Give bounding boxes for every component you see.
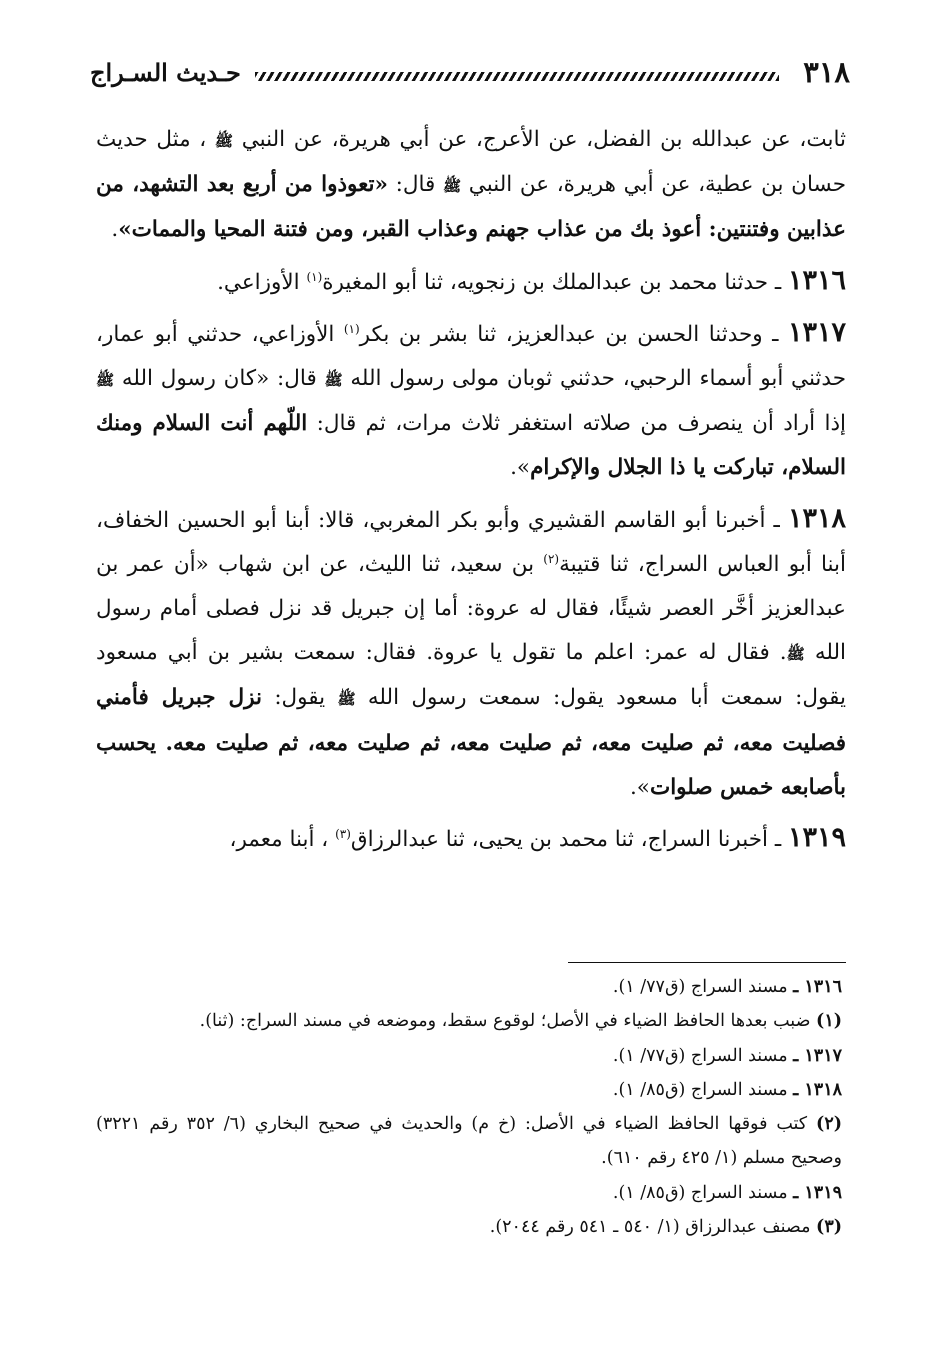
main-text [96, 118, 846, 868]
salla-ligature-icon: ﷺ [96, 371, 115, 390]
footnote [96, 1107, 842, 1176]
footnote-text: مسند السراج (ق٧٧/ ١). [612, 1045, 788, 1066]
footnote-text: مسند السراج (ق٨٥/ ١). [612, 1182, 788, 1203]
footnote-marker: (١) [306, 269, 323, 284]
hadith-text: نزل جبريل فأمني فصليت معه، ثم صليت معه، ثم صليت معه، ثم صليت معه، ثم صليت معه. يحسب بأصابعه خمس صلوات [96, 685, 846, 800]
text-run: . [111, 217, 119, 243]
footnote-marker: (١) [343, 321, 360, 336]
salla-ligature-icon: ﷺ [214, 132, 234, 150]
footnote-text: ضبب بعدها الحافظ الضياء في الأصل؛ لوقوع سقط، وموضعه في مسند السراج: (ثنا). [199, 1011, 811, 1032]
footnote-text: كتب فوقها الحافظ الضياء في الأصل: (خ م) والحديث في صحيح البخاري (٦/ ٣٥٢ رقم ٣٢٢١) وصحيح مسلم (١/ ٤٢٥ رقم ٦١٠). [96, 1114, 842, 1169]
hadith-text: «تعوذوا من أربع بعد التشهد، من عذابين وفتنتين: أعوذ بك من عذاب جهنم وعذاب القبر، ومن فتنة المحيا والممات» [96, 172, 846, 243]
text-run: ». [510, 455, 531, 481]
text-run: ». [629, 774, 650, 800]
text-run: ثابت، عن عبدالله بن الفضل، عن الأعرج، عن أبي هريرة، عن النبي [241, 127, 846, 152]
hadith-1318 [96, 497, 846, 810]
text-run: قال: [395, 172, 436, 198]
hadith-number: ١٣١٧ [787, 316, 846, 348]
text-run: ـ وحدثنا الحسن بن عبدالعزيز، ثنا بشر بن بكر [359, 321, 779, 347]
salla-ligature-icon: ﷺ [443, 177, 462, 196]
text-run: ـ أخبرنا أبو القاسم القشيري وأبو بكر المغربي، قالا: أبنا أبو الحسين الخفاف، أبنا أبو العباس السراج، ثنا قتيبة [96, 507, 846, 577]
salla-ligature-icon: ﷺ [786, 645, 805, 664]
text-run: قال: «كان رسول الله [121, 366, 317, 392]
salla-ligature-icon: ﷺ [324, 371, 343, 390]
hadith-number: ١٣١٦ [787, 264, 846, 296]
hadith-number: ١٣١٩ [787, 822, 846, 854]
page-header [90, 52, 850, 92]
text-run: يقول: [274, 685, 326, 711]
footnote-label: (٢) [816, 1114, 842, 1135]
text-run: ، أبنا معمر، [229, 827, 329, 853]
footnote-label: ١٣١٨ ـ [793, 1079, 842, 1100]
footnote-label: ١٣١٩ ـ [793, 1182, 842, 1203]
footnote-label: ١٣١٦ ـ [793, 977, 842, 997]
hadith-1316 [96, 259, 846, 305]
footnote [96, 970, 842, 1004]
footnote-text: مصنف عبدالرزاق (١/ ٥٤٠ ـ ٥٤١ رقم ٢٠٤٤). [489, 1217, 811, 1238]
footnote-marker: (٢) [543, 551, 560, 566]
footnote [96, 1073, 842, 1107]
hadith-text: اللّهم أنت السلام ومنك السلام، تباركت يا ذا الجلال والإكرام [96, 411, 846, 481]
hadith-number: ١٣١٨ [787, 502, 846, 534]
hadith-1317 [96, 311, 846, 491]
page-number: ٣١٨ [803, 55, 850, 89]
salla-ligature-icon: ﷺ [337, 690, 356, 709]
footnote [96, 1039, 842, 1073]
text-run: إذا أراد أن ينصرف من صلاته استغفر ثلاث مرات، ثم قال: [316, 411, 846, 437]
footnote [96, 1210, 842, 1244]
text-run: بن سعيد، ثنا الليث، عن ابن شهاب «أن عمر بن عبدالعزيز أخَّر العصر شيئًا، فقال له عروة: أما إن جبريل قد نزل فصلى أمام رسول الله [96, 551, 846, 666]
text-run: الأوزاعي، حدثني أبو عمار، حدثني أبو أسماء الرحبي، حدثني ثوبان مولى رسول الله [96, 321, 846, 392]
running-title: حـديث السـراج [90, 57, 241, 87]
footnote-label: (٣) [816, 1217, 842, 1238]
footnote-text: مسند السراج (ق٧٧/ ١). [612, 977, 788, 997]
text-run: ـ أخبرنا السراج، ثنا محمد بن يحيى، ثنا عبدالرزاق [350, 827, 782, 853]
hadith-1319 [96, 816, 846, 862]
footnote-marker: (٣) [335, 826, 351, 841]
text-run: . فقال له عمر: اعلم ما تقول يا عروة. فقال: سمعت بشير بن أبي مسعود يقول: سمعت أبا مسعود يقول: سمعت رسول الله [96, 640, 846, 711]
text-run: الأوزاعي. [217, 269, 300, 295]
text-run: ، مثل حديث حسان بن عطية، عن أبي هريرة، عن النبي [96, 127, 846, 198]
footnote [96, 1176, 842, 1210]
text-run: ـ حدثنا محمد بن عبدالملك بن زنجويه، ثنا أبو المغيرة [322, 269, 782, 295]
footnote [96, 1004, 842, 1038]
footnote-separator [568, 962, 846, 963]
footnote-text: مسند السراج (ق٨٥/ ١). [612, 1079, 788, 1100]
paragraph-continuation [96, 118, 846, 253]
header-hatched-rule [255, 72, 779, 81]
footnote-label: ١٣١٧ ـ [793, 1045, 842, 1066]
footnote-label: (١) [816, 1011, 842, 1032]
footnotes [96, 970, 842, 1244]
